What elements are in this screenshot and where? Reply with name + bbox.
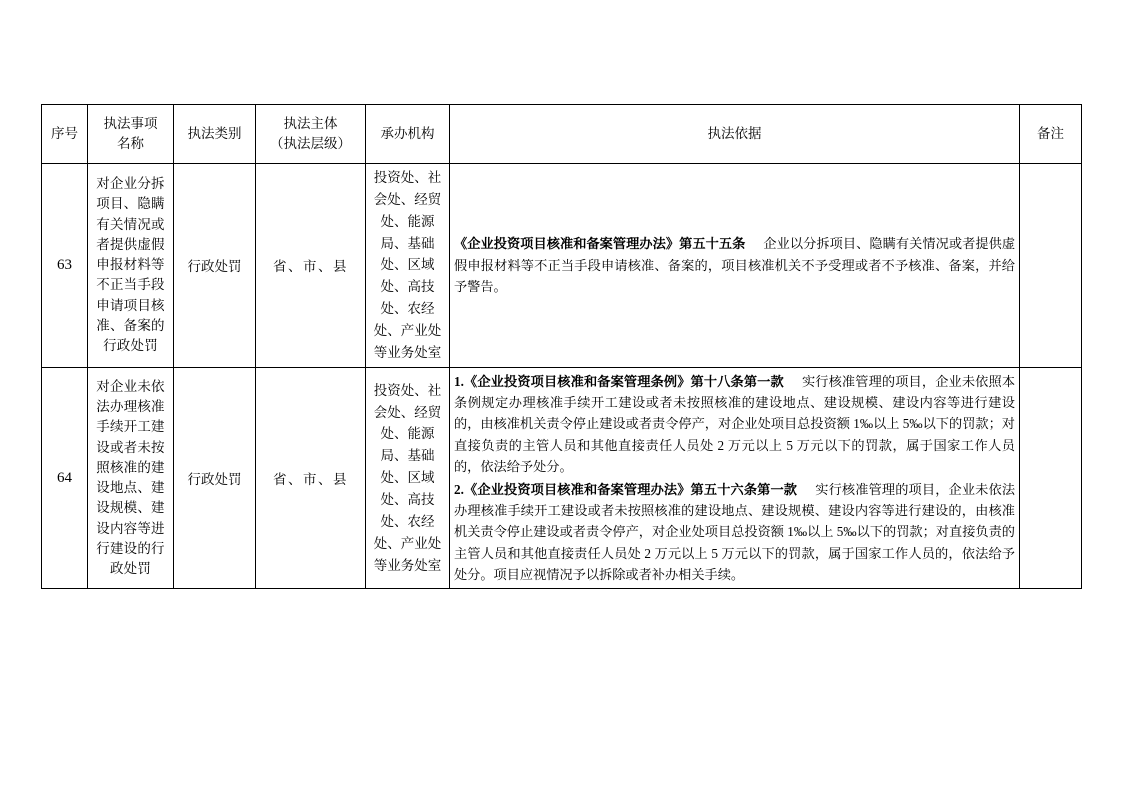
column-header-basis: 执法依据: [450, 105, 1020, 164]
cell-organization: 投资处、社会处、经贸处、能源局、基础处、区域处、高技处、农经处、产业处等业务处室: [366, 367, 450, 589]
column-header-item-name: [88, 105, 174, 164]
column-header-remark: 备注: [1020, 105, 1082, 164]
cell-category: 行政处罚: [174, 367, 256, 589]
basis-law-title: 《企业投资项目核准和备案管理办法》第五十五条: [454, 236, 746, 252]
enforcement-items-table: [41, 104, 1082, 589]
basis-law-title: 2.《企业投资项目核准和备案管理办法》第五十六条第一款: [454, 481, 798, 497]
cell-seq: 64: [42, 367, 88, 589]
cell-remark: [1020, 367, 1082, 589]
cell-seq: 63: [42, 164, 88, 368]
cell-item-name: 对企业未依法办理核准手续开工建设或者未按照核准的建设地点、建设规模、建设内容等进行建设的行政处罚: [88, 367, 174, 589]
table-row: [42, 164, 1082, 368]
cell-remark: [1020, 164, 1082, 368]
column-header-subject: [256, 105, 366, 164]
cell-basis: [450, 367, 1020, 589]
cell-basis: [450, 164, 1020, 368]
cell-subject: 省、市、县: [256, 367, 366, 589]
cell-item-name: 对企业分拆项目、隐瞒有关情况或者提供虚假申报材料等不正当手段申请项目核准、备案的行政处罚: [88, 164, 174, 368]
table-header: [42, 105, 1082, 164]
basis-text: 企业以分拆项目、隐瞒有关情况或者提供虚假申报材料等不正当手段申请核准、备案的，项目核准机关不予受理或者不予核准、备案，并给予警告。: [454, 236, 1016, 295]
column-header-seq: 序号: [42, 105, 88, 164]
column-header-category: 执法类别: [174, 105, 256, 164]
cell-subject: 省、市、县: [256, 164, 366, 368]
basis-text: 实行核准管理的项目，企业未依照本条例规定办理核准手续开工建设或者未按照核准的建设地点、建设规模、建设内容等进行建设的，由核准机关责令停止建设或者责令停产，对企业处项目总投资额 1‰以上 5‰以下的罚款；对直接负责的主管人员和其他直接责任人员处 2 万元以上 5 万元以下的罚款，属于国家工作人员的，依法给予处分。: [454, 373, 1016, 475]
basis-paragraph: [454, 479, 1015, 586]
column-header-subject-line1: 执法主体: [283, 116, 338, 132]
table-body: [42, 164, 1082, 589]
column-header-subject-line2: （执法层级）: [270, 136, 351, 151]
column-header-item-name-line2: 名称: [117, 136, 144, 151]
table-row: [42, 367, 1082, 589]
enforcement-items-table-wrap: [41, 104, 1081, 589]
cell-organization: 投资处、社会处、经贸处、能源局、基础处、区域处、高技处、农经处、产业处等业务处室: [366, 164, 450, 368]
table-header-row: [42, 105, 1082, 164]
cell-category: 行政处罚: [174, 164, 256, 368]
column-header-item-name-line1: 执法事项: [103, 116, 158, 132]
basis-paragraph: [454, 371, 1015, 478]
basis-law-title: 1.《企业投资项目核准和备案管理条例》第十八条第一款: [454, 373, 784, 389]
column-header-organization: 承办机构: [366, 105, 450, 164]
basis-text: 实行核准管理的项目，企业未依法办理核准手续开工建设或者未按照核准的建设地点、建设规模、建设内容等进行建设的，由核准机关责令停止建设或者责令停产，对企业处项目总投资额 1‰以上 5‰以下的罚款；对直接负责的主管人员和其他直接责任人员处 2 万元以上 5 万元以下的罚款，属于国家工作人员的，依法给予处分。项目应视情况予以拆除或者补办相关手续。: [454, 481, 1016, 583]
basis-paragraph: [454, 233, 1015, 297]
